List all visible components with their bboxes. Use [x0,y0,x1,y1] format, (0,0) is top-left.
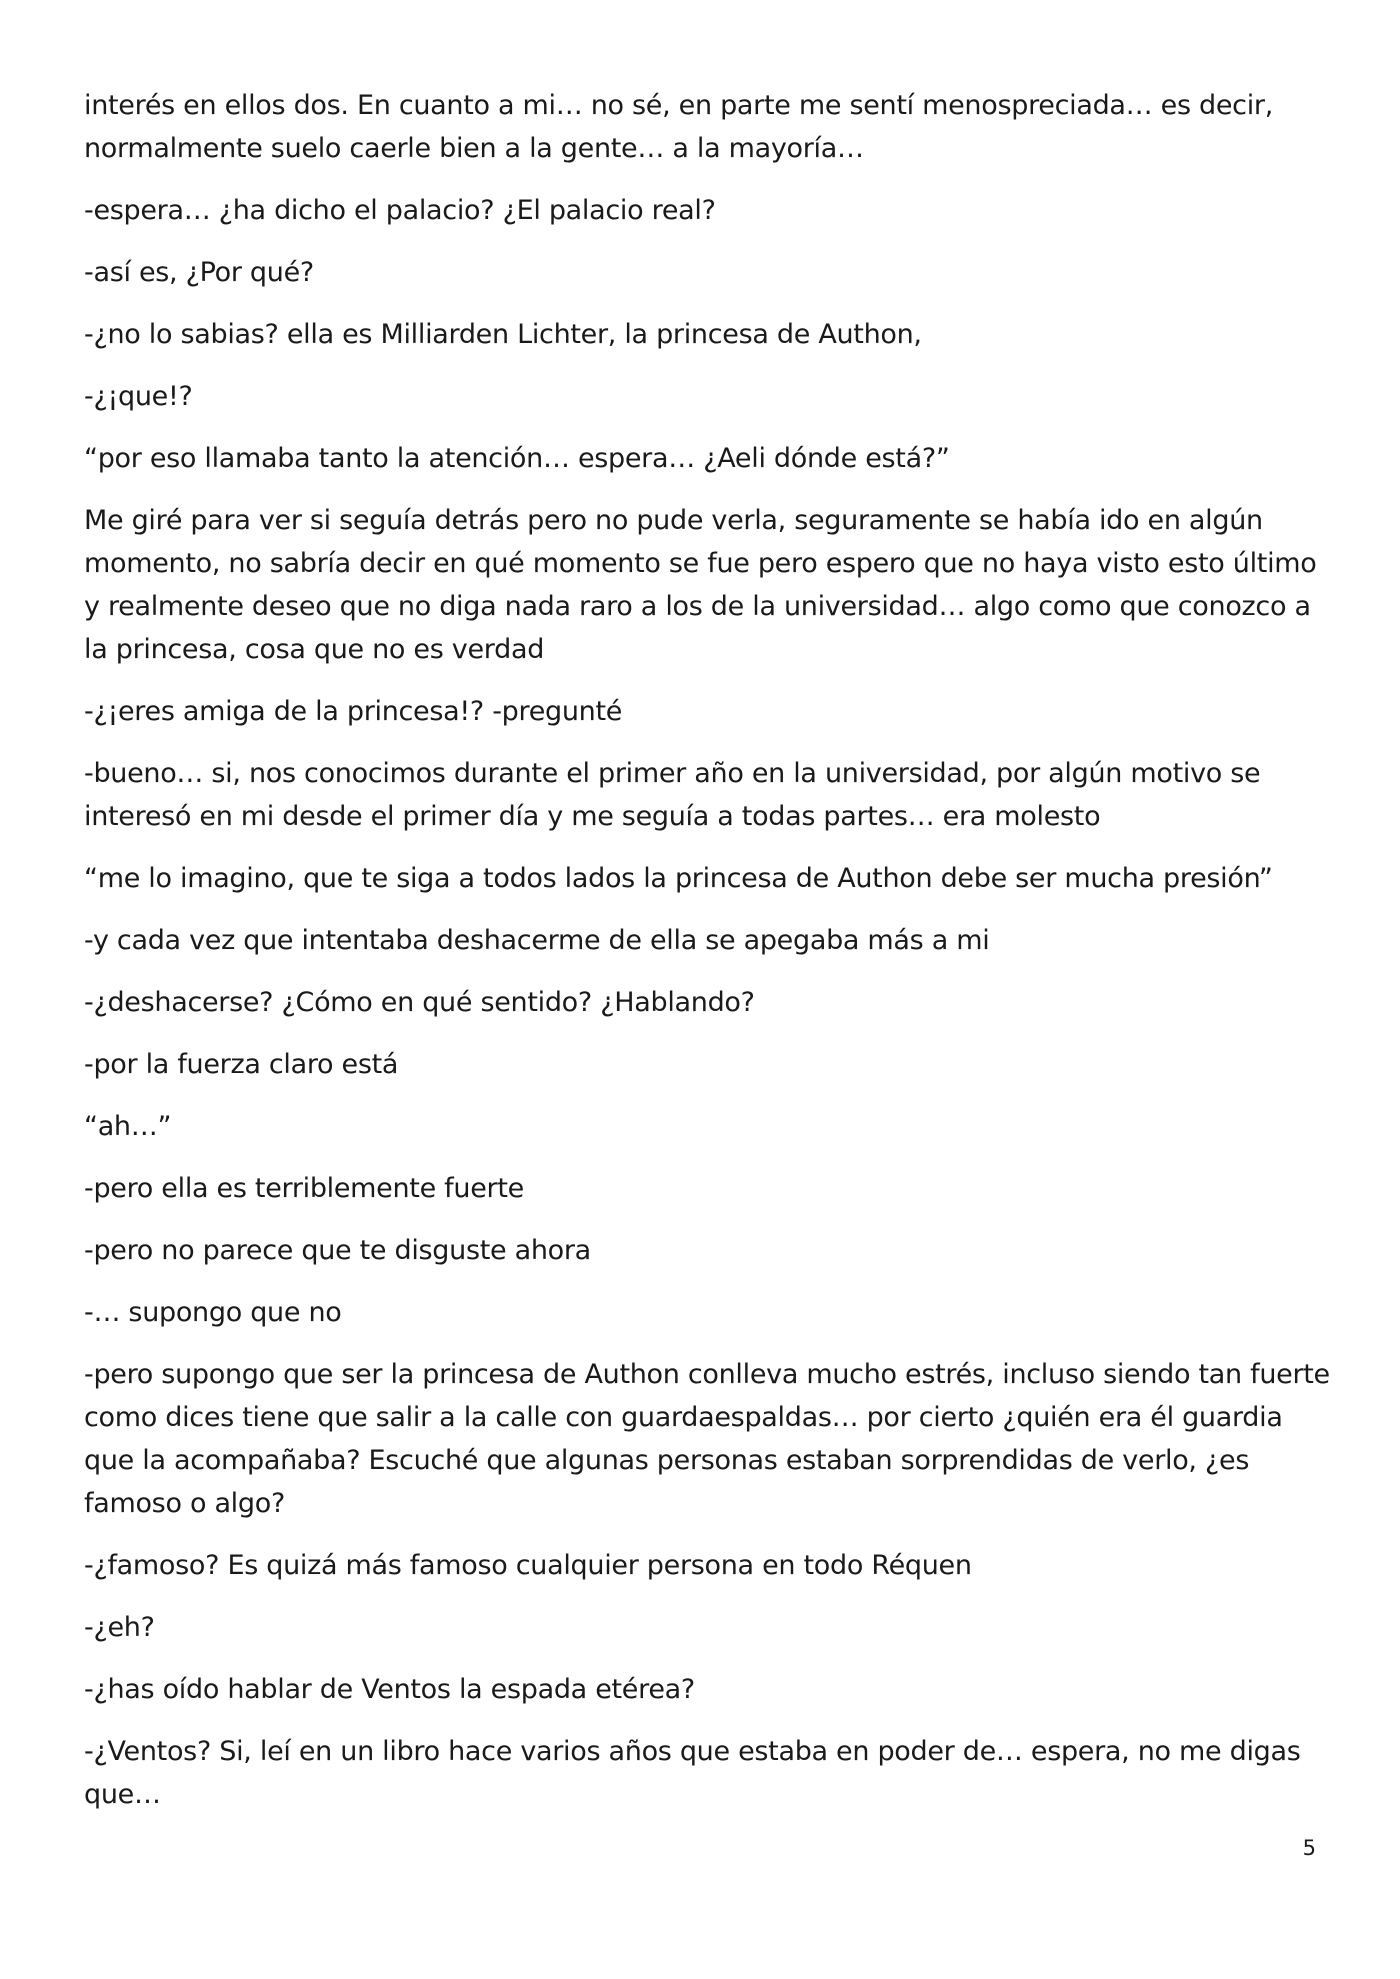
paragraph: -¿famoso? Es quizá más famoso cualquier persona en todo Réquen [84,1550,972,1581]
paragraph: -por la fuerza claro está [84,1049,399,1080]
paragraph: -¿has oído hablar de Ventos la espada etérea? [84,1674,695,1705]
paragraph: -así es, ¿Por qué? [84,257,314,288]
paragraph: interés en ellos dos. En cuanto a mi… no sé, en parte me sentí menospreciada… es decir, normalmente suelo caerle bien a la gente… a la mayoría… [84,90,1273,164]
paragraph: -¿deshacerse? ¿Cómo en qué sentido? ¿Hablando? [84,987,755,1018]
paragraph: “por eso llamaba tanto la atención… espera… ¿Aeli dónde está?” [84,443,950,474]
paragraph: -pero supongo que ser la princesa de Authon conlleva mucho estrés, incluso siendo tan fuerte como dices tiene que salir a la calle con guardaespaldas… por cierto ¿quién era él guardia que la acompañaba? Escuché que algunas personas estaban sorprendidas de verlo, ¿es famoso o algo? [84,1359,1330,1519]
paragraph: -pero ella es terriblemente fuerte [84,1173,524,1204]
paragraph: -¿no lo sabias? ella es Milliarden Lichter, la princesa de Authon, [84,319,922,350]
paragraph: -¿Ventos? Si, leí en un libro hace varios años que estaba en poder de… espera, no me digas que… [84,1736,1301,1810]
paragraph: -¿eh? [84,1612,155,1643]
paragraph: “me lo imagino, que te siga a todos lados la princesa de Authon debe ser mucha presión” [84,863,1273,894]
paragraph: -… supongo que no [84,1297,342,1328]
paragraph: -y cada vez que intentaba deshacerme de ella se apegaba más a mi [84,925,990,956]
paragraph: -pero no parece que te disguste ahora [84,1235,591,1266]
paragraph: -espera… ¿ha dicho el palacio? ¿El palacio real? [84,195,716,226]
document-body [84,84,1334,1835]
page-number: 5 [1302,1836,1316,1860]
paragraph: “ah…” [84,1111,172,1142]
paragraph: -¿¡que!? [84,381,193,412]
paragraph: -bueno… si, nos conocimos durante el primer año en la universidad, por algún motivo se interesó en mi desde el primer día y me seguía a todas partes… era molesto [84,758,1261,832]
paragraph: -¿¡eres amiga de la princesa!? -pregunté [84,696,623,727]
paragraph: Me giré para ver si seguía detrás pero no pude verla, seguramente se había ido en algún momento, no sabría decir en qué momento se fue pero espero que no haya visto esto último y realmente deseo que no diga nada raro a los de la universidad… algo como que conozco a la princesa, cosa que no es verdad [84,505,1317,665]
